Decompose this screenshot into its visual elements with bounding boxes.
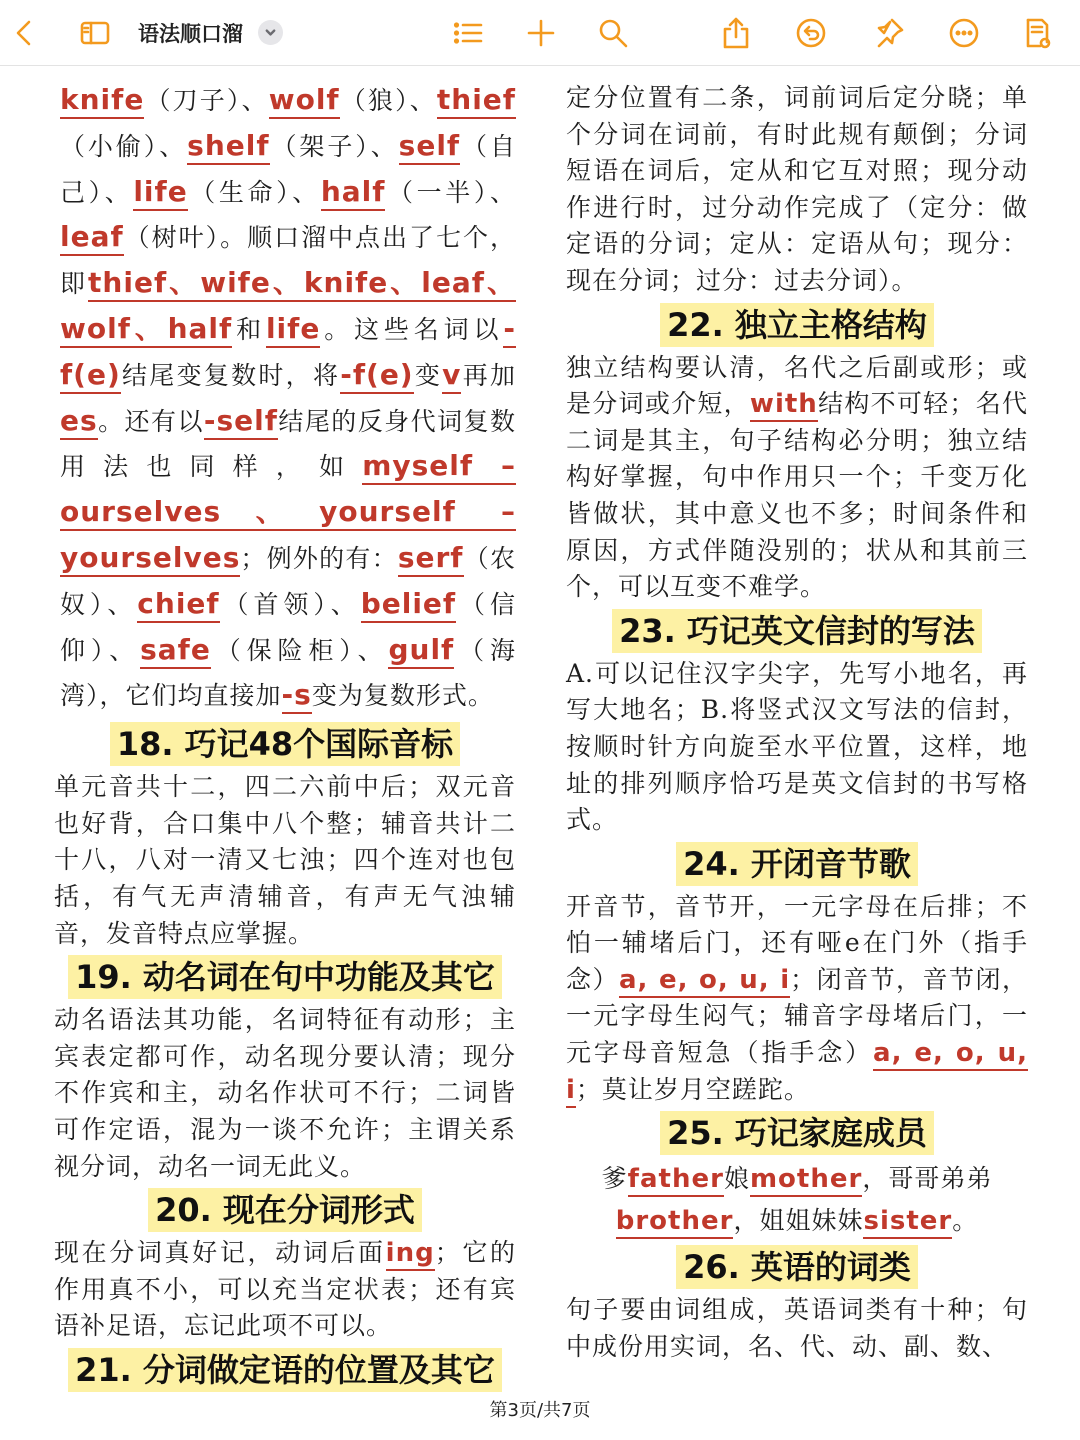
top-toolbar <box>0 0 1080 66</box>
add-icon[interactable] <box>522 14 560 52</box>
text-run: ，姐姐妹妹 <box>733 1206 864 1236</box>
text-run: （首领）、 <box>219 589 361 619</box>
text-run: （树叶）。顺口溜中点出了七个，即 <box>60 223 516 299</box>
section-25-text <box>566 1158 1028 1242</box>
left-column <box>54 78 516 1395</box>
keyword: a, e, o, u, i <box>566 1038 1028 1108</box>
text-run: 现在分词真好记，动词后面 <box>54 1238 386 1268</box>
section-20-heading <box>54 1188 516 1232</box>
text-run: （保险柜）、 <box>210 635 389 665</box>
text-run: 结构不可轻；名代二词是其主，句子结构必分明；独立结构好掌握，句中作用只一个；千变万化皆做状，其中意义也不多；时间条件和原因，方式伴随没别的；状从和其前三个，可以互变不难学。 <box>566 389 1028 602</box>
section-19-heading <box>54 955 516 999</box>
keyword: life <box>266 312 320 348</box>
keyword: shelf <box>187 129 269 165</box>
keyword: -self <box>204 404 278 440</box>
search-icon[interactable] <box>594 14 632 52</box>
pin-icon[interactable] <box>870 14 908 52</box>
heading-text: 18. 巧记48个国际音标 <box>110 722 460 766</box>
heading-text: 26. 英语的词类 <box>676 1245 918 1289</box>
document-view-icon[interactable] <box>1018 14 1056 52</box>
keyword: -s <box>282 678 312 714</box>
text-run: （农奴）、 <box>60 543 516 619</box>
keyword: thief <box>437 83 516 119</box>
keyword: with <box>750 389 818 422</box>
keyword: belief <box>361 587 456 623</box>
heading-text: 23. 巧记英文信封的写法 <box>612 609 982 653</box>
keyword: father <box>628 1164 724 1197</box>
heading-text: 25. 巧记家庭成员 <box>660 1111 934 1155</box>
text-run: 独立结构要认清，名代之后副或形；或是分词或介短， <box>566 352 1028 419</box>
text-run: 变 <box>413 360 443 390</box>
keyword: ing <box>386 1238 435 1271</box>
text-run: 变为复数形式。 <box>311 681 494 711</box>
sidebar-icon[interactable] <box>76 14 114 52</box>
section-17-text <box>54 78 516 719</box>
keyword: knife <box>60 83 144 119</box>
heading-text: 21. 分词做定语的位置及其它 <box>68 1348 502 1392</box>
keyword: myself – ourselves、yourself – yourselves <box>60 449 516 577</box>
section-21-text: 定分位置有二条，词前词后定分晓；单个分词在词前，有时此规有颠倒；分词短语在词后，定从和它互对照；现分动作进行时，过分动作完成了（定分：做定语的分词；定从：定语从句；现分：现在分词；过分：过去分词）。 <box>566 83 1028 295</box>
text-run: 。 <box>952 1206 979 1236</box>
heading-text: 20. 现在分词形式 <box>148 1188 422 1232</box>
keyword: leaf <box>60 220 124 256</box>
section-20-text <box>54 1235 516 1345</box>
section-22-text <box>566 350 1028 606</box>
keyword: wolf <box>269 83 340 119</box>
text-run: ；莫让岁月空蹉跎。 <box>575 1074 810 1104</box>
document-title[interactable]: 语法顺口溜 <box>138 22 243 46</box>
section-18-text: 单元音共十二，四二六前中后；双元音也好背，合口集中八个整；辅音共计二十八，八对一清又七浊；四个连对也包括，有气无声清辅音，有声无气浊辅音，发音特点应掌握。 <box>54 772 516 948</box>
chevron-down-icon[interactable] <box>258 20 283 45</box>
text-run: （信仰）、 <box>60 589 516 665</box>
keyword: mother <box>750 1164 862 1197</box>
undo-icon[interactable] <box>792 14 830 52</box>
more-icon[interactable] <box>945 14 983 52</box>
heading-text: 19. 动名词在句中功能及其它 <box>68 955 502 999</box>
text-run: ，哥哥弟弟 <box>862 1164 993 1194</box>
share-icon[interactable] <box>717 14 755 52</box>
text-run: （一半）、 <box>385 177 516 207</box>
keyword: -f(e) <box>60 312 516 394</box>
keyword: -f(e) <box>340 358 413 394</box>
keyword: safe <box>140 633 211 669</box>
text-run: 开音节，音节开，一元字母在后排；不怕一辅堵后门，还有哑e在门外（指手念） <box>566 891 1028 994</box>
heading-text: 22. 独立主格结构 <box>660 303 934 347</box>
keyword: sister <box>863 1206 952 1239</box>
section-19-text: 动名语法其功能，名词特征有动形；主宾表定都可作，动名现分要认清；现分不作宾和主，动名作状可不行；二词皆可作定语，混为一谈不允许；主谓关系视分词，动名一词无此义。 <box>54 1005 516 1181</box>
page-indicator: 第3页/共7页 <box>489 1400 591 1421</box>
section-26-heading <box>566 1245 1028 1289</box>
section-23-text: A.可以记住汉字尖字，先写小地名，再写大地名；B.将竖式汉文写法的信封，按顺时针方向旋至水平位置，这样，地址的排列顺序恰巧是英文信封的书写格式。 <box>566 658 1028 835</box>
section-23-heading <box>566 609 1028 653</box>
back-chevron-icon[interactable] <box>6 14 44 52</box>
text-run: 结尾变复数时，将 <box>120 360 341 390</box>
section-21-heading <box>54 1348 516 1392</box>
section-18-heading <box>54 722 516 766</box>
keyword: brother <box>616 1206 734 1239</box>
section-24-text <box>566 889 1028 1109</box>
right-column <box>566 80 1028 1365</box>
text-run: 爹 <box>601 1164 628 1194</box>
text-run: （架子）、 <box>269 131 399 161</box>
text-run: （刀子）、 <box>144 86 269 115</box>
text-run: （狼）、 <box>339 86 437 115</box>
text-run: ；闭音节，音节闭，一元字母生闷气；辅音字母堵后门，一元字母音短急（指手念） <box>566 964 1028 1068</box>
keyword: life <box>133 175 187 211</box>
section-22-heading <box>566 303 1028 347</box>
keyword: gulf <box>388 633 454 669</box>
keyword: es <box>60 404 98 440</box>
text-run: 和 <box>232 314 266 344</box>
keyword: serf <box>398 541 464 577</box>
text-run: ；它的作用真不小，可以充当定状表；还有宾语补足语，忘记此项不可以。 <box>54 1238 516 1341</box>
keyword: v <box>442 358 461 394</box>
text-run: 结尾的反身代词复数用法也同样，如 <box>60 406 516 482</box>
text-run: （小偷）、 <box>60 131 188 161</box>
keyword: a, e, o, u, i <box>619 965 790 998</box>
keyword: chief <box>137 587 219 623</box>
section-24-heading <box>566 842 1028 886</box>
text-run: （海湾），它们均直接加 <box>60 635 516 711</box>
keyword: self <box>399 129 460 165</box>
heading-text: 24. 开闭音节歌 <box>676 842 918 886</box>
text-run: （自己）、 <box>60 131 516 207</box>
text-run: 娘 <box>723 1164 750 1194</box>
section-25-heading <box>566 1111 1028 1155</box>
keyword: thief、wife、knife、leaf、wolf、half <box>60 266 516 348</box>
section-26-text: 句子要由词组成，英语词类有十种；句中成份用实词，名、代、动、副、数、 <box>566 1295 1028 1361</box>
text-run: 。这些名词以 <box>320 314 504 344</box>
text-run: 。还有以 <box>97 406 204 436</box>
text-run: ；例外的有： <box>240 543 398 573</box>
text-run: 再加 <box>461 360 516 390</box>
keyword: half <box>321 175 386 211</box>
list-icon[interactable] <box>449 14 487 52</box>
text-run: （生命）、 <box>187 177 321 207</box>
